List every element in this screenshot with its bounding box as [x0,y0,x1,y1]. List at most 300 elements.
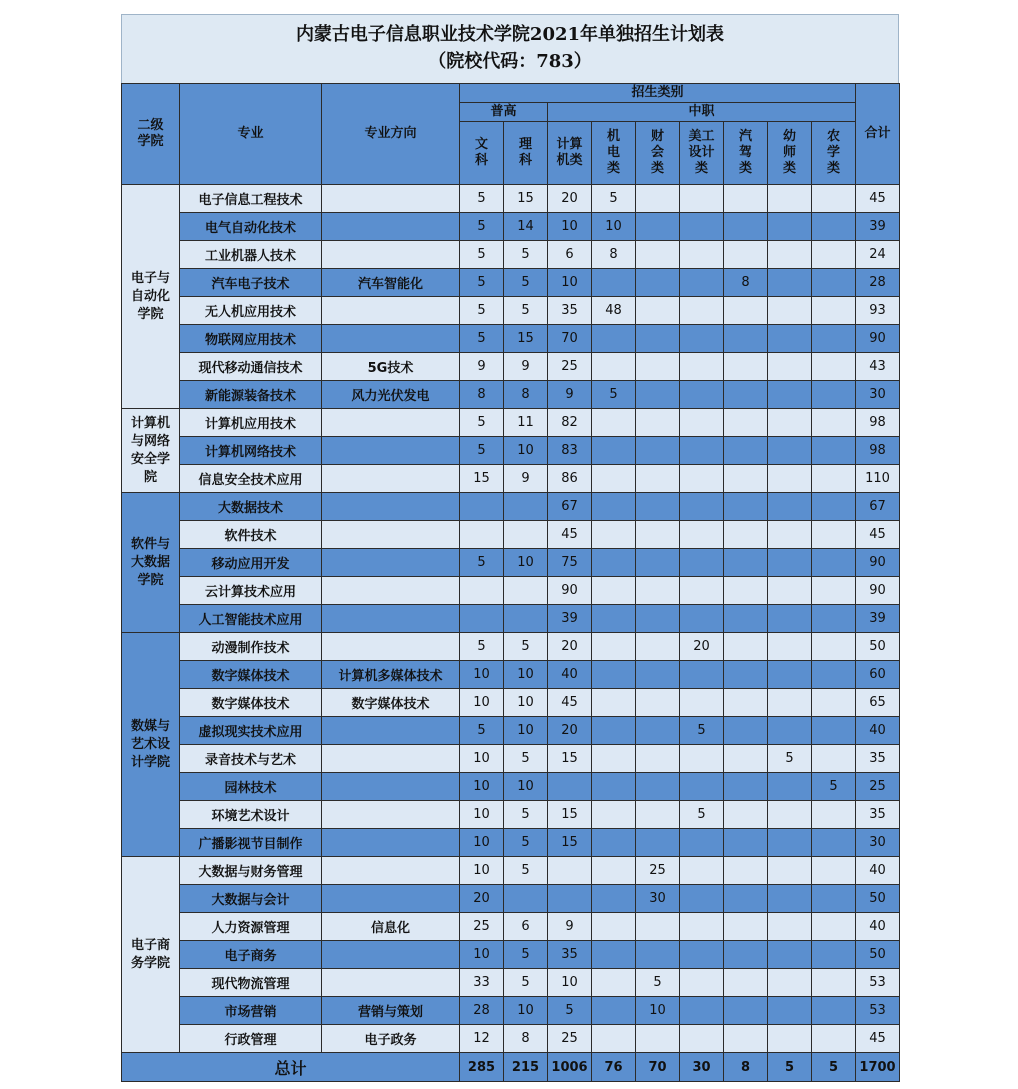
value-cell-4 [636,241,680,269]
table-row [122,885,900,913]
row-total-cell: 90 [856,325,900,353]
value-cell-5 [680,577,724,605]
table-row [122,829,900,857]
value-cell-3 [592,633,636,661]
direction-cell [322,297,460,325]
value-cell-2: 82 [548,409,592,437]
value-cell-1 [504,577,548,605]
value-cell-3 [592,969,636,997]
value-cell-6 [724,241,768,269]
value-cell-1: 5 [504,801,548,829]
row-total-cell: 53 [856,969,900,997]
value-cell-7 [768,913,812,941]
row-total-cell: 98 [856,409,900,437]
value-cell-5 [680,661,724,689]
header-college: 二级学院 [122,84,180,185]
value-cell-5 [680,521,724,549]
value-cell-4 [636,829,680,857]
value-cell-6 [724,437,768,465]
value-cell-5 [680,297,724,325]
value-cell-7 [768,185,812,213]
value-cell-0: 10 [460,801,504,829]
value-cell-4 [636,185,680,213]
value-cell-4 [636,661,680,689]
value-cell-8 [812,717,856,745]
value-cell-2: 20 [548,185,592,213]
value-cell-1 [504,493,548,521]
college-name: 电子与自动化学院 [122,185,180,409]
value-cell-8 [812,353,856,381]
value-cell-2: 90 [548,577,592,605]
college-name: 电子商务学院 [122,857,180,1053]
value-cell-6 [724,829,768,857]
row-total-cell: 24 [856,241,900,269]
table-row [122,997,900,1025]
value-cell-2: 9 [548,913,592,941]
value-cell-6 [724,801,768,829]
value-cell-2: 25 [548,1025,592,1053]
direction-cell [322,801,460,829]
value-cell-6 [724,521,768,549]
value-cell-0 [460,493,504,521]
value-cell-3: 5 [592,185,636,213]
value-cell-8 [812,801,856,829]
value-cell-4 [636,465,680,493]
value-cell-7 [768,661,812,689]
value-cell-2: 40 [548,661,592,689]
value-cell-8 [812,493,856,521]
value-cell-4 [636,269,680,297]
value-cell-2: 15 [548,829,592,857]
table-row [122,1025,900,1053]
value-cell-3 [592,269,636,297]
value-cell-6 [724,185,768,213]
value-cell-0: 5 [460,213,504,241]
college-name: 软件与大数据学院 [122,493,180,633]
major-cell: 数字媒体技术 [180,689,322,717]
row-total-cell: 93 [856,297,900,325]
value-cell-0: 5 [460,241,504,269]
major-cell: 数字媒体技术 [180,661,322,689]
row-total-cell: 28 [856,269,900,297]
page-title: 内蒙古电子信息职业技术学院2021年单独招生计划表 [295,24,725,45]
value-cell-7 [768,549,812,577]
value-cell-1 [504,521,548,549]
value-cell-5: 20 [680,633,724,661]
value-cell-0: 5 [460,297,504,325]
value-cell-1: 5 [504,829,548,857]
value-cell-6 [724,689,768,717]
value-cell-8 [812,409,856,437]
value-cell-6 [724,381,768,409]
table-row [122,213,900,241]
value-cell-8 [812,745,856,773]
total-value-5: 30 [680,1053,724,1082]
value-cell-3: 10 [592,213,636,241]
direction-cell [322,745,460,773]
title-block [121,14,899,83]
value-cell-6: 8 [724,269,768,297]
table-row [122,465,900,493]
value-cell-8 [812,437,856,465]
table-row [122,381,900,409]
value-cell-8 [812,297,856,325]
value-cell-6 [724,997,768,1025]
value-cell-7 [768,717,812,745]
header-col-0: 文科 [460,122,504,185]
value-cell-0: 5 [460,409,504,437]
value-cell-3 [592,605,636,633]
value-cell-5 [680,829,724,857]
major-cell: 大数据技术 [180,493,322,521]
value-cell-0: 10 [460,941,504,969]
direction-cell: 信息化 [322,913,460,941]
value-cell-2: 35 [548,941,592,969]
value-cell-4: 30 [636,885,680,913]
row-total-cell: 50 [856,885,900,913]
row-total-cell: 40 [856,913,900,941]
table-row [122,297,900,325]
header-col-3: 机电类 [592,122,636,185]
header-col-4: 财会类 [636,122,680,185]
value-cell-1: 10 [504,717,548,745]
major-cell: 录音技术与艺术 [180,745,322,773]
value-cell-2: 39 [548,605,592,633]
value-cell-4 [636,941,680,969]
direction-cell [322,325,460,353]
value-cell-2: 10 [548,213,592,241]
header-col-8: 农学类 [812,122,856,185]
value-cell-8 [812,857,856,885]
row-total-cell: 45 [856,1025,900,1053]
value-cell-4 [636,409,680,437]
value-cell-4 [636,773,680,801]
value-cell-8 [812,465,856,493]
value-cell-1: 15 [504,185,548,213]
value-cell-2 [548,773,592,801]
value-cell-4 [636,381,680,409]
direction-cell [322,521,460,549]
value-cell-3: 8 [592,241,636,269]
value-cell-3 [592,1025,636,1053]
value-cell-1: 5 [504,297,548,325]
value-cell-1: 15 [504,325,548,353]
value-cell-4: 10 [636,997,680,1025]
value-cell-1: 14 [504,213,548,241]
value-cell-5 [680,857,724,885]
value-cell-4 [636,689,680,717]
value-cell-8 [812,381,856,409]
header-major: 专业 [180,84,322,185]
value-cell-7 [768,801,812,829]
value-cell-7 [768,997,812,1025]
value-cell-0: 10 [460,829,504,857]
row-total-cell: 60 [856,661,900,689]
table-row [122,689,900,717]
major-cell: 大数据与会计 [180,885,322,913]
value-cell-7 [768,353,812,381]
value-cell-0: 10 [460,689,504,717]
major-cell: 现代物流管理 [180,969,322,997]
direction-cell [322,773,460,801]
value-cell-8 [812,913,856,941]
value-cell-4 [636,913,680,941]
header-direction: 专业方向 [322,84,460,185]
value-cell-0: 10 [460,773,504,801]
major-cell: 计算机网络技术 [180,437,322,465]
value-cell-7 [768,213,812,241]
major-cell: 无人机应用技术 [180,297,322,325]
row-total-cell: 50 [856,941,900,969]
value-cell-1 [504,885,548,913]
value-cell-5 [680,549,724,577]
value-cell-1: 8 [504,1025,548,1053]
value-cell-4 [636,297,680,325]
value-cell-6 [724,493,768,521]
header-category: 招生类别 [460,84,856,103]
value-cell-3 [592,549,636,577]
value-cell-6 [724,353,768,381]
value-cell-6 [724,549,768,577]
value-cell-5 [680,885,724,913]
value-cell-8: 5 [812,773,856,801]
value-cell-7 [768,941,812,969]
value-cell-6 [724,605,768,633]
row-total-cell: 30 [856,381,900,409]
table-row [122,549,900,577]
value-cell-0 [460,521,504,549]
value-cell-0: 5 [460,185,504,213]
value-cell-6 [724,577,768,605]
value-cell-6 [724,969,768,997]
value-cell-1: 10 [504,773,548,801]
value-cell-3 [592,577,636,605]
value-cell-8 [812,633,856,661]
major-cell: 动漫制作技术 [180,633,322,661]
value-cell-2 [548,857,592,885]
major-cell: 计算机应用技术 [180,409,322,437]
value-cell-7 [768,241,812,269]
direction-cell [322,857,460,885]
major-cell: 广播影视节目制作 [180,829,322,857]
value-cell-7 [768,1025,812,1053]
direction-cell [322,969,460,997]
value-cell-8 [812,941,856,969]
row-total-cell: 25 [856,773,900,801]
value-cell-7 [768,577,812,605]
value-cell-2: 70 [548,325,592,353]
value-cell-4 [636,437,680,465]
value-cell-0: 15 [460,465,504,493]
header-zhongzhi: 中职 [548,103,856,122]
value-cell-5 [680,325,724,353]
value-cell-7 [768,409,812,437]
value-cell-1: 10 [504,437,548,465]
value-cell-2: 45 [548,521,592,549]
row-total-cell: 67 [856,493,900,521]
value-cell-7 [768,969,812,997]
direction-cell: 5G技术 [322,353,460,381]
major-cell: 人工智能技术应用 [180,605,322,633]
value-cell-0: 10 [460,857,504,885]
value-cell-4 [636,493,680,521]
value-cell-1: 5 [504,633,548,661]
value-cell-6 [724,745,768,773]
value-cell-1: 5 [504,857,548,885]
value-cell-0: 10 [460,661,504,689]
direction-cell: 风力光伏发电 [322,381,460,409]
value-cell-6 [724,857,768,885]
value-cell-7 [768,633,812,661]
value-cell-6 [724,213,768,241]
row-total-cell: 90 [856,549,900,577]
value-cell-2: 15 [548,801,592,829]
value-cell-5 [680,185,724,213]
value-cell-0 [460,605,504,633]
direction-cell [322,465,460,493]
value-cell-8 [812,325,856,353]
value-cell-4 [636,633,680,661]
value-cell-3 [592,829,636,857]
value-cell-2: 20 [548,633,592,661]
direction-cell [322,577,460,605]
table-row [122,437,900,465]
value-cell-1: 10 [504,689,548,717]
enrollment-table [121,83,900,1082]
row-total-cell: 40 [856,717,900,745]
value-cell-0: 10 [460,745,504,773]
value-cell-3 [592,941,636,969]
value-cell-0: 5 [460,325,504,353]
value-cell-0: 5 [460,717,504,745]
row-total-cell: 40 [856,857,900,885]
value-cell-0: 20 [460,885,504,913]
direction-cell [322,185,460,213]
value-cell-6 [724,913,768,941]
value-cell-5 [680,605,724,633]
value-cell-7 [768,605,812,633]
table-row [122,857,900,885]
value-cell-7 [768,297,812,325]
major-cell: 市场营销 [180,997,322,1025]
value-cell-8 [812,1025,856,1053]
value-cell-7 [768,465,812,493]
value-cell-0: 33 [460,969,504,997]
value-cell-4 [636,213,680,241]
value-cell-3: 5 [592,381,636,409]
value-cell-8 [812,213,856,241]
value-cell-6 [724,297,768,325]
value-cell-3 [592,493,636,521]
direction-cell [322,829,460,857]
total-value-1: 215 [504,1053,548,1082]
value-cell-3 [592,857,636,885]
major-cell: 电气自动化技术 [180,213,322,241]
major-cell: 现代移动通信技术 [180,353,322,381]
header-col-7: 幼师类 [768,122,812,185]
table-row [122,605,900,633]
row-total-cell: 98 [856,437,900,465]
value-cell-4: 25 [636,857,680,885]
direction-cell [322,409,460,437]
header-total: 合计 [856,84,900,185]
value-cell-3 [592,997,636,1025]
row-total-cell: 35 [856,745,900,773]
value-cell-0 [460,577,504,605]
row-total-cell: 50 [856,633,900,661]
value-cell-8 [812,185,856,213]
table-row [122,941,900,969]
enrollment-plan-sheet [121,14,899,1082]
direction-cell: 营销与策划 [322,997,460,1025]
value-cell-2: 15 [548,745,592,773]
row-total-cell: 90 [856,577,900,605]
value-cell-5 [680,997,724,1025]
value-cell-6 [724,633,768,661]
value-cell-4: 5 [636,969,680,997]
direction-cell [322,633,460,661]
value-cell-5 [680,437,724,465]
value-cell-7: 5 [768,745,812,773]
value-cell-1: 5 [504,241,548,269]
value-cell-3 [592,689,636,717]
value-cell-8 [812,829,856,857]
value-cell-2: 25 [548,353,592,381]
value-cell-6 [724,409,768,437]
total-value-8: 5 [812,1053,856,1082]
value-cell-8 [812,269,856,297]
value-cell-7 [768,689,812,717]
value-cell-8 [812,661,856,689]
direction-cell [322,493,460,521]
value-cell-2: 10 [548,269,592,297]
value-cell-7 [768,493,812,521]
major-cell: 人力资源管理 [180,913,322,941]
college-name: 数媒与艺术设计学院 [122,633,180,857]
value-cell-0: 5 [460,269,504,297]
value-cell-3 [592,661,636,689]
direction-cell [322,241,460,269]
value-cell-5 [680,493,724,521]
value-cell-3 [592,353,636,381]
value-cell-1: 9 [504,465,548,493]
value-cell-7 [768,381,812,409]
value-cell-2: 10 [548,969,592,997]
value-cell-6 [724,773,768,801]
value-cell-2: 6 [548,241,592,269]
value-cell-8 [812,969,856,997]
value-cell-8 [812,605,856,633]
value-cell-8 [812,689,856,717]
direction-cell [322,549,460,577]
value-cell-5 [680,969,724,997]
direction-cell [322,605,460,633]
major-cell: 汽车电子技术 [180,269,322,297]
value-cell-0: 9 [460,353,504,381]
value-cell-1: 9 [504,353,548,381]
value-cell-1: 5 [504,269,548,297]
value-cell-0: 12 [460,1025,504,1053]
major-cell: 环境艺术设计 [180,801,322,829]
value-cell-3 [592,437,636,465]
major-cell: 物联网应用技术 [180,325,322,353]
value-cell-2: 35 [548,297,592,325]
table-row [122,521,900,549]
row-total-cell: 45 [856,521,900,549]
value-cell-0: 5 [460,437,504,465]
direction-cell [322,213,460,241]
value-cell-6 [724,1025,768,1053]
